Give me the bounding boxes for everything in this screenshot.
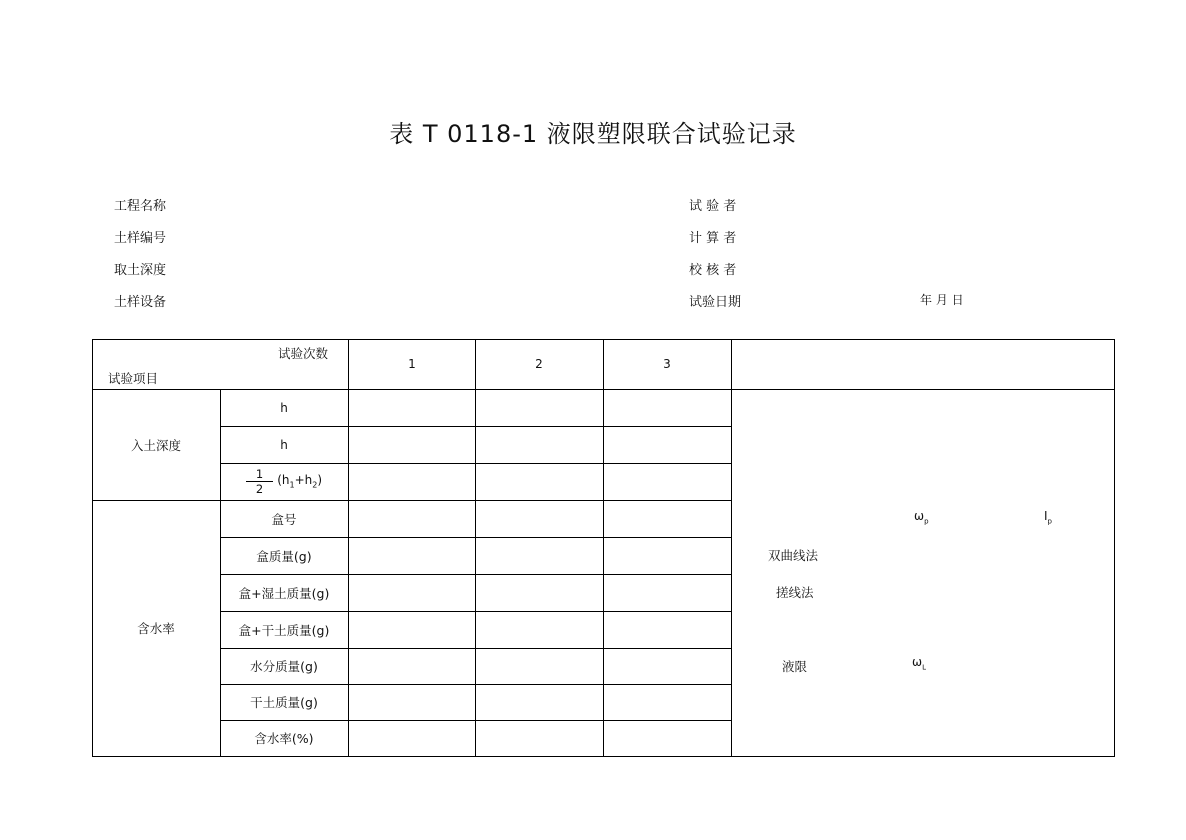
ip-symbol: $I_p$ <box>1044 509 1052 526</box>
liquid-limit-label: 液限 <box>782 659 808 674</box>
row-label-h2: h <box>280 437 288 452</box>
group-penetration-depth: 入土深度 <box>130 437 181 453</box>
method-hyperbola: 双曲线法 <box>768 548 819 563</box>
trial-number-1: 1 <box>408 357 416 371</box>
row-label-dry-mass: 盒+干土质量(g) <box>238 622 330 638</box>
field-label: 试验日期 <box>689 295 742 310</box>
field-label: 土样设备 <box>114 295 167 310</box>
corner-trial-count: 试验次数 <box>278 346 329 361</box>
row-label-box-number: 盒号 <box>271 511 297 527</box>
row-label-box-mass: 盒质量(g) <box>256 548 312 564</box>
field-label: 取土深度 <box>114 263 167 278</box>
table-line <box>731 339 732 757</box>
row-label-water-content: 含水率(%) <box>254 731 314 746</box>
fraction-numerator: 1 <box>246 467 273 482</box>
corner-test-item: 试验项目 <box>108 371 159 386</box>
field-label: 土样编号 <box>114 231 167 246</box>
table-line <box>475 339 476 757</box>
row-label-water-mass: 水分质量(g) <box>250 659 318 674</box>
field-label: 计 算 者 <box>689 231 737 246</box>
table-line <box>348 339 349 757</box>
table-line <box>603 339 604 757</box>
row-label-h1: h <box>280 400 288 415</box>
row-label-wet-mass: 盒+湿土质量(g) <box>238 585 330 601</box>
fraction-expr: $(h_1+h_2)$ <box>277 473 323 490</box>
fraction <box>246 467 273 496</box>
trial-number-2: 2 <box>535 357 543 371</box>
row-label-dry-soil-mass: 干土质量(g) <box>250 695 318 710</box>
date-placeholder: 年 月 日 <box>920 293 964 307</box>
page-title: 表 T 0118-1 液限塑限联合试验记录 <box>389 120 797 148</box>
field-label: 工程名称 <box>114 199 167 214</box>
field-label: 校 核 者 <box>689 263 737 278</box>
record-table <box>92 339 1115 757</box>
omega-l-symbol: $\omega_L$ <box>912 655 926 672</box>
table-line <box>1114 339 1115 757</box>
omega-p-symbol: $\omega_p$ <box>914 509 929 526</box>
method-rolling: 搓线法 <box>776 585 814 600</box>
row-label-average <box>220 463 348 500</box>
group-water-content: 含水率 <box>137 621 175 636</box>
trial-number-3: 3 <box>663 357 671 371</box>
field-label: 试 验 者 <box>689 199 737 214</box>
fraction-denominator: 2 <box>255 482 264 496</box>
